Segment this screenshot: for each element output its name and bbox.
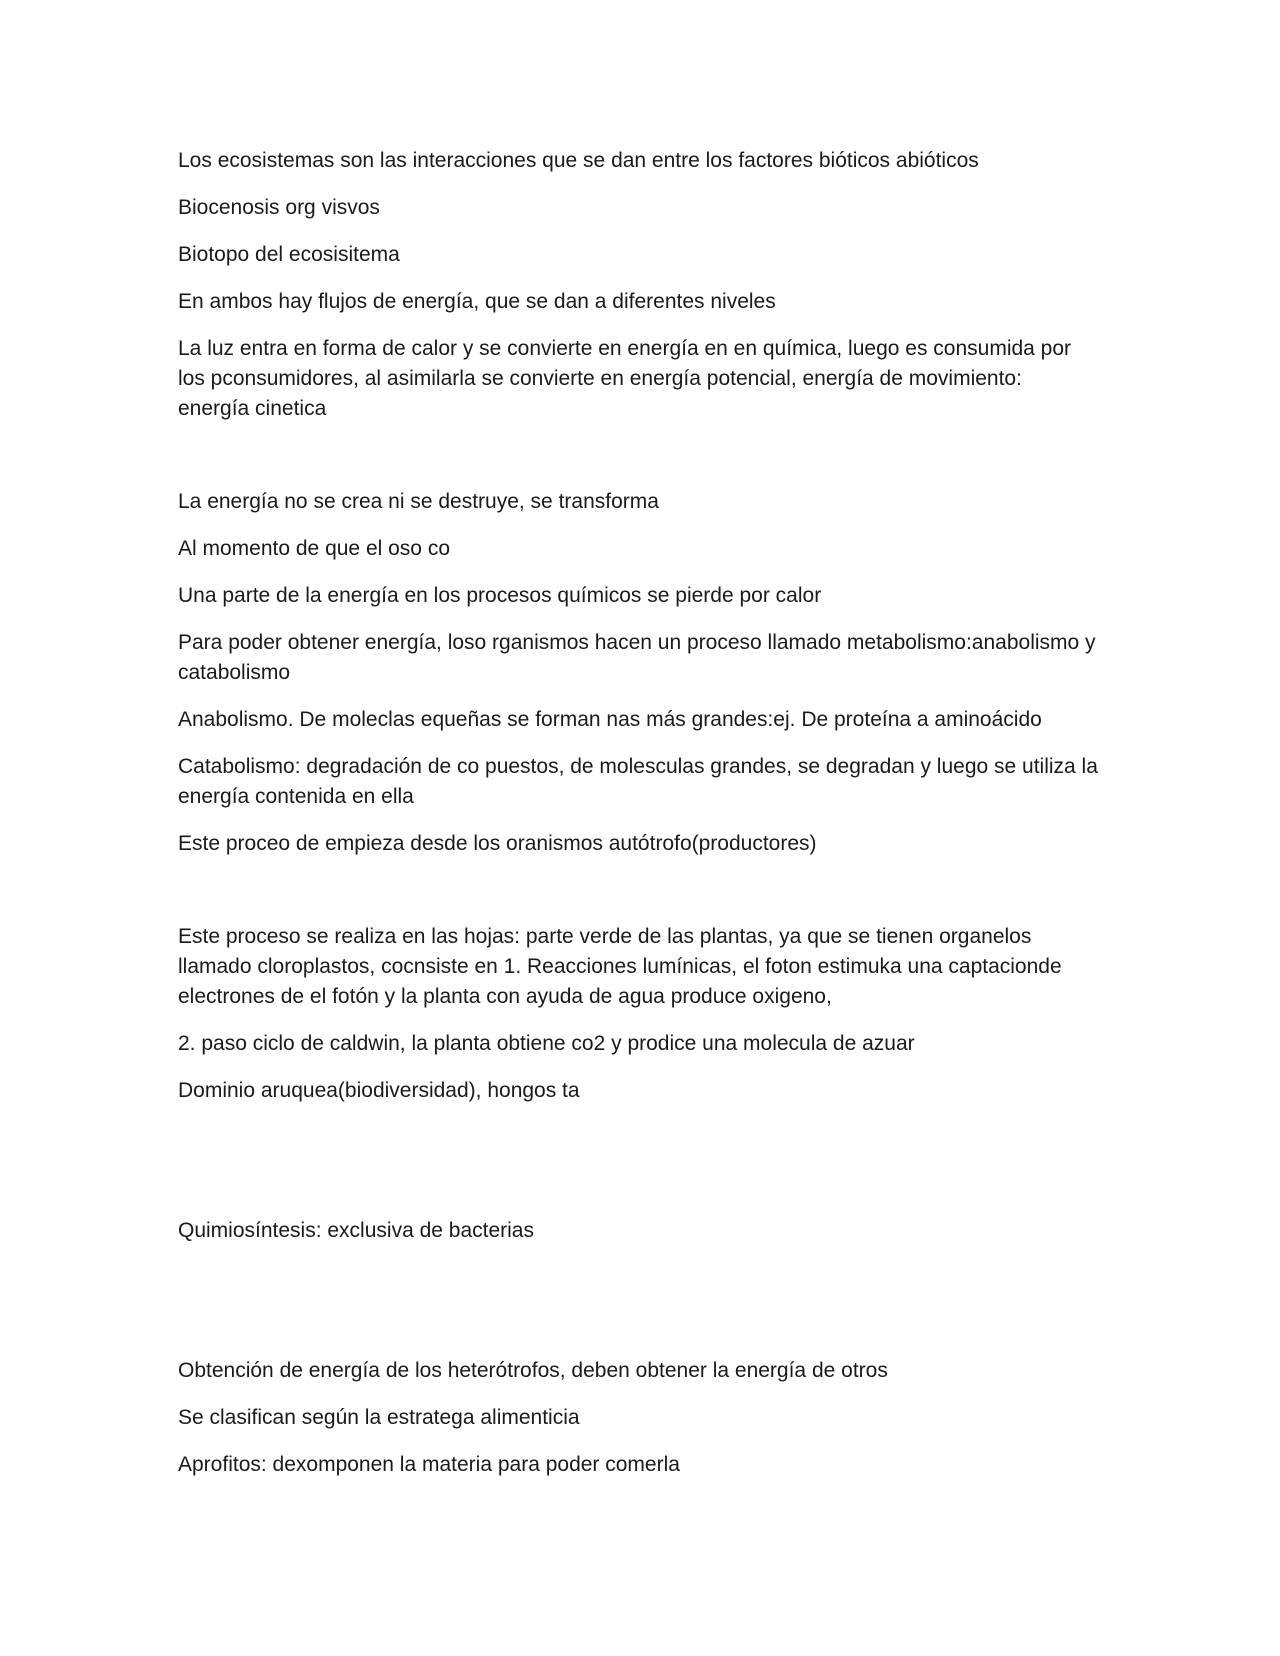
paragraph: En ambos hay flujos de energía, que se dan a diferentes niveles (178, 290, 776, 313)
paragraph: Catabolismo: degradación de co puestos, de molesculas grandes, se degradan y luego se utiliza la energía contenida en ella (178, 755, 1098, 808)
paragraph: Quimiosíntesis: exclusiva de bacterias (178, 1219, 534, 1242)
paragraph: Los ecosistemas son las interacciones que se dan entre los factores bióticos abióticos (178, 149, 979, 172)
paragraph: Al momento de que el oso co (178, 537, 450, 560)
paragraph: Para poder obtener energía, loso rganismos hacen un proceso llamado metabolismo:anabolismo y catabolismo (178, 631, 1096, 684)
paragraph: Este proceso se realiza en las hojas: parte verde de las plantas, ya que se tienen organelos llamado cloroplastos, cocnsiste en 1. Reacciones lumínicas, el foton estimuka una captacionde electrones de el fotón y la planta con ayuda de agua produce oxigeno, (178, 925, 1062, 1008)
blank-line (178, 876, 1098, 922)
paragraph: Dominio aruquea(biodiversidad), hongos ta (178, 1079, 580, 1102)
paragraph: Obtención de energía de los heterótrofos, deben obtener la energía de otros (178, 1359, 888, 1382)
paragraph: Aprofitos: dexomponen la materia para poder comerla (178, 1453, 680, 1476)
blank-line (178, 441, 1098, 487)
paragraph: Una parte de la energía en los procesos químicos se pierde por calor (178, 584, 822, 607)
paragraph: Biotopo del ecosisitema (178, 243, 400, 266)
blank-lines (178, 1123, 1098, 1216)
paragraph: La luz entra en forma de calor y se convierte en energía en en química, luego es consumida por los pconsumidores, al asimilarla se convierte en energía potencial, energía de movimiento: energía cinetica (178, 337, 1072, 420)
paragraph: La energía no se crea ni se destruye, se transforma (178, 490, 659, 513)
blank-lines (178, 1263, 1098, 1356)
paragraph: Anabolismo. De moleclas equeñas se forman nas más grandes:ej. De proteína a aminoácido (178, 708, 1042, 731)
document-body (178, 146, 1098, 1497)
paragraph: Se clasifican según la estratega alimenticia (178, 1406, 580, 1429)
paragraph: 2. paso ciclo de caldwin, la planta obtiene co2 y prodice una molecula de azuar (178, 1032, 915, 1055)
paragraph: Biocenosis org visvos (178, 196, 380, 219)
paragraph: Este proceo de empieza desde los oranismos autótrofo(productores) (178, 832, 817, 855)
